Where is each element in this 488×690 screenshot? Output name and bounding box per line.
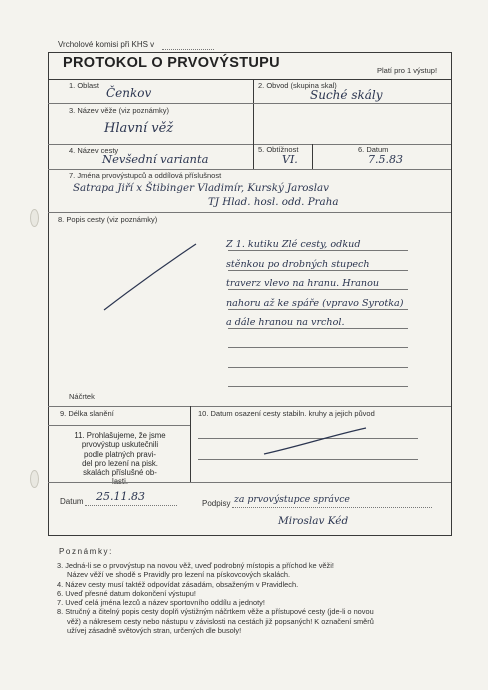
row-6-divider (190, 406, 191, 482)
popis-line: nahoru až ke spáře (vpravo Syrotka) (226, 297, 404, 309)
valid-for-note: Platí pro 1 výstup! (377, 66, 438, 75)
popis-rule (228, 347, 408, 348)
prohlaseni-block (60, 431, 180, 487)
signature: Miroslav Kéd (278, 515, 349, 527)
poznamky-line: 6. Uveď přesné datum dokončení výstupu! (57, 588, 196, 598)
punch-hole-top (30, 209, 39, 227)
poznamky-line: 7. Uveď celá jména lezců a název sportovního oddílu a jednoty! (57, 598, 265, 608)
delka-slaneni-label: 9. Délka slanění (60, 409, 114, 418)
poznamky-title: Poznámky: (59, 547, 113, 556)
popis-line: Z 1. kutiku Zlé cesty, odkud (226, 239, 361, 250)
commission-dotted-line (162, 49, 214, 50)
podpisy-value: za prvovýstupce správce (234, 494, 350, 505)
obtiznost-value: VI. (282, 153, 298, 166)
commission-label: Vrcholové komisi při KHS v (58, 40, 155, 49)
popis-line: traverz vlevo na hranu. Hranou (226, 278, 380, 289)
row-3-separator (48, 169, 451, 170)
prohlaseni-line: podle platných pravi- (84, 449, 156, 459)
row-4-separator (48, 212, 451, 213)
nazev-veze-value: Hlavní věž (104, 121, 174, 136)
prohlaseni-line: prvovýstup uskutečnili (81, 440, 159, 450)
popis-rule (228, 386, 408, 387)
datum-label: 6. Datum (358, 145, 389, 154)
popis-rule (228, 367, 408, 368)
poznamky-line: 8. Stručný a čitelný popis cesty doplň výstižným náčrtkem věže a přístupové cesty (jde-li o novou (57, 607, 374, 617)
osazeni-strike-line (260, 424, 370, 458)
jmena-label: 7. Jména prvovýstupců a oddílová příslušnost (69, 171, 222, 180)
oblast-label: 1. Oblast (69, 81, 100, 90)
sketch-strike-line (100, 238, 200, 314)
row-1-3-divider (253, 79, 254, 145)
prohlaseni-line: lasti. (111, 477, 129, 487)
row-2-separator (48, 144, 451, 145)
popis-line: a dále hranou na vrchol. (226, 317, 345, 328)
podpisy-line (232, 507, 432, 508)
podpisy-label: Podpisy (202, 499, 231, 508)
obvod-value: Suché skály (310, 88, 383, 102)
nazev-veze-label: 3. Název věže (viz poznámky) (69, 106, 170, 115)
jmena-line-1: Satrapa Jiří x Štibinger Vladimír, Kurský Jaroslav (73, 182, 329, 194)
datum-podpis-line (85, 505, 177, 506)
punch-hole-bottom (30, 470, 39, 488)
prohlaseni-line: del pro lezení na pisk. (82, 458, 158, 468)
delka-slaneni-separator (48, 425, 190, 426)
poznamky-line: Název věží ve shodě s Pravidly pro lezení na pískovcových skalách. (67, 570, 291, 580)
poznamky-line: 4. Název cesty musí taktéž odpovídat zásadám, obsaženým v Pravidlech. (57, 579, 299, 589)
row-6-separator (48, 482, 451, 483)
row-5-separator (48, 406, 451, 407)
poznamky-list (57, 561, 374, 635)
datum-podpis-value: 25.11.83 (96, 490, 145, 503)
obvod-label: 2. Obvod (skupina skal) (258, 81, 337, 90)
prohlaseni-line: 11. Prohlašujeme, že jsme (74, 431, 166, 440)
popis-line: stěnkou po drobných stupech (226, 258, 370, 270)
popis-rule (228, 289, 408, 290)
title-separator (48, 79, 451, 80)
obtiznost-label: 5. Obtížnost (258, 145, 299, 154)
poznamky-line: věž) a nákresem cesty nebo nástupu v závislosti na cestách již popsaných! K označení směrů (67, 616, 374, 626)
row-1-separator (48, 103, 451, 104)
popis-rule (228, 250, 408, 251)
popis-rule (228, 309, 408, 310)
datum-osazeni-label: 10. Datum osazení cesty stabiln. kruhy a jejich původ (198, 409, 375, 418)
datum-value: 7.5.83 (368, 153, 403, 166)
row-3-divider-a (253, 144, 254, 169)
popis-rule (228, 328, 408, 329)
poznamky-line: užívej zásadně světových stran, určených dle busoly! (67, 626, 242, 636)
popis-rule (228, 270, 408, 271)
poznamky-line: 3. Jedná-li se o prvovýstup na novou věž, uveď podrobný místopis a příchod ke věži! (57, 561, 334, 570)
nazev-cesty-label: 4. Název cesty (69, 146, 119, 155)
oblast-value: Čenkov (106, 86, 152, 100)
jmena-line-2: TJ Hlad. hosl. odd. Praha (208, 196, 339, 208)
prohlaseni-line: skalách příslušné ob- (83, 468, 157, 478)
osazeni-rule (198, 459, 418, 460)
row-3-divider-b (312, 144, 313, 169)
form-title: PROTOKOL O PRVOVÝSTUPU (63, 55, 280, 71)
datum-podpis-label: Datum (60, 497, 84, 506)
popis-label: 8. Popis cesty (viz poznámky) (58, 215, 158, 224)
nacrtek-label: Náčrtek (69, 392, 95, 401)
nazev-cesty-value: Nevšední varianta (102, 152, 209, 166)
